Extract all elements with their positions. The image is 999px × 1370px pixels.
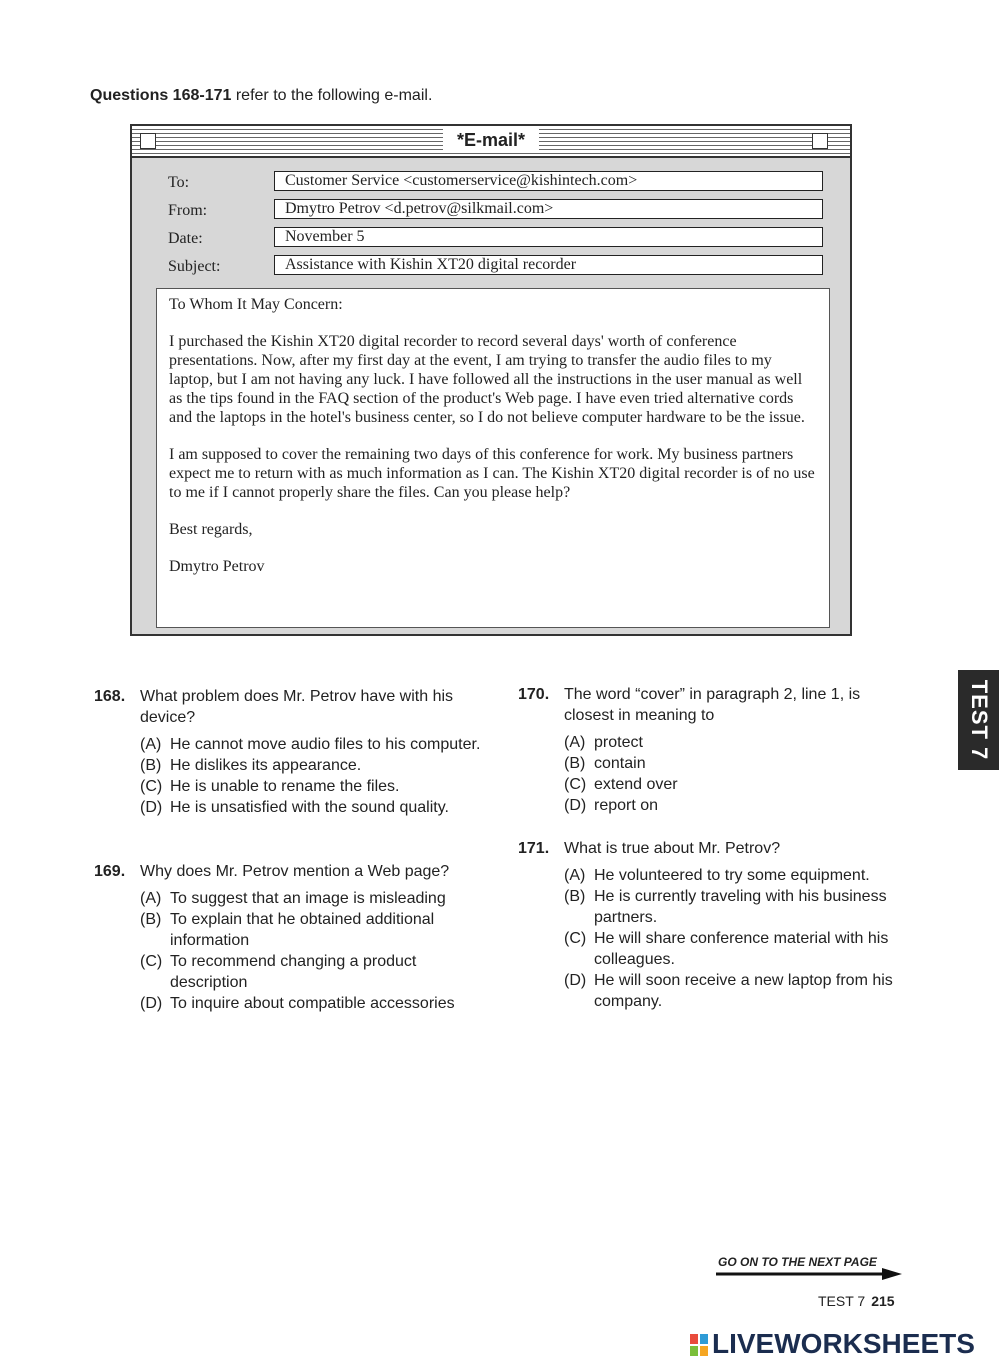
test-side-tab [958,670,999,770]
question-171 [518,838,913,1012]
option-d[interactable]: (D) To inquire about compatible accessories [140,995,455,1012]
email-greeting: To Whom It May Concern: [169,296,343,313]
question-number: 171. [518,840,550,857]
email-titlebar [132,126,850,158]
question-stem: What problem does Mr. Petrov have with his device? [140,688,454,726]
to-label: To: [168,174,190,191]
question-stem: Why does Mr. Petrov mention a Web page? [140,863,450,880]
from-label: From: [168,202,208,219]
next-page-arrow-icon [716,1266,904,1282]
email-body [156,288,830,628]
liveworksheets-wordmark: LIVEWORKSHEETS [712,1328,975,1359]
option-b[interactable]: (B) He is currently traveling with his business partners. [564,888,887,926]
close-box-icon[interactable] [140,133,156,149]
option-a[interactable]: (A) protect [564,734,643,751]
to-field: Customer Service <customerservice@kishintech.com> [274,171,823,191]
option-d[interactable]: (D) He is unsatisfied with the sound quality. [140,799,449,816]
question-number: 168. [94,688,126,705]
option-d[interactable]: (D) He will soon receive a new laptop from his company. [564,972,893,1010]
question-number: 170. [518,686,550,703]
option-c[interactable]: (C) extend over [564,776,678,793]
test-side-tab-label: TEST 7 [966,679,992,761]
question-stem: The word “cover” in paragraph 2, line 1, is closest in meaning to [564,686,861,724]
option-a[interactable]: (A) He cannot move audio files to his computer. [140,736,481,753]
question-number: 169. [94,863,126,880]
date-field: November 5 [274,227,823,247]
intro-line [90,87,432,105]
page-number: 215 [871,1293,895,1309]
email-paragraph-2: I am supposed to cover the remaining two days of this conference for work. My business partners expect me to return with as much information as I can. The Kishin XT20 digital recorder is of no use to me if I cannot properly share the files. Can you please help? [169,446,815,501]
email-window-title: *E-mail* [443,128,539,152]
subject-field: Assistance with Kishin XT20 digital recorder [274,255,823,275]
option-b[interactable]: (B) He dislikes its appearance. [140,757,362,774]
email-signature: Dmytro Petrov [169,558,265,575]
question-169 [94,861,494,1014]
date-label: Date: [168,230,203,247]
subject-label: Subject: [168,258,221,275]
option-b[interactable]: (B) To explain that he obtained additional information [140,911,435,949]
question-170 [518,684,908,816]
intro-bold: Questions 168-171 [90,87,232,104]
email-closing: Best regards, [169,521,253,538]
question-stem: What is true about Mr. Petrov? [564,840,781,857]
option-c[interactable]: (C) He will share conference material with his colleagues. [564,930,889,968]
option-c[interactable]: (C) He is unable to rename the files. [140,778,400,795]
option-b[interactable]: (B) contain [564,755,646,772]
zoom-box-icon[interactable] [812,133,828,149]
email-paragraph-1: I purchased the Kishin XT20 digital recorder to record several days' worth of conference presentations. Now, after my first day at the event, I am trying to transfer the audio files to my laptop, but I am not having any luck. I have followed all the instructions in the user manual as well as the tips found in the FAQ section of the product's Web page. I have even tried alternative cords and the laptops in the hotel's business center, so I do not believe computer hardware to be the issue. [169,333,805,426]
liveworksheets-mark-icon [690,1334,708,1356]
page-footer [818,1293,895,1309]
footer-test-label: TEST 7 [818,1293,866,1309]
intro-rest: refer to the following e-mail. [231,87,433,104]
question-168 [94,686,494,818]
email-window [130,124,852,636]
option-a[interactable]: (A) He volunteered to try some equipment. [564,867,870,884]
option-c[interactable]: (C) To recommend changing a product description [140,953,417,991]
from-field: Dmytro Petrov <d.petrov@silkmail.com> [274,199,823,219]
go-on-label: GO ON TO THE NEXT PAGE [718,1255,877,1269]
option-d[interactable]: (D) report on [564,797,659,814]
option-a[interactable]: (A) To suggest that an image is misleading [140,890,446,907]
